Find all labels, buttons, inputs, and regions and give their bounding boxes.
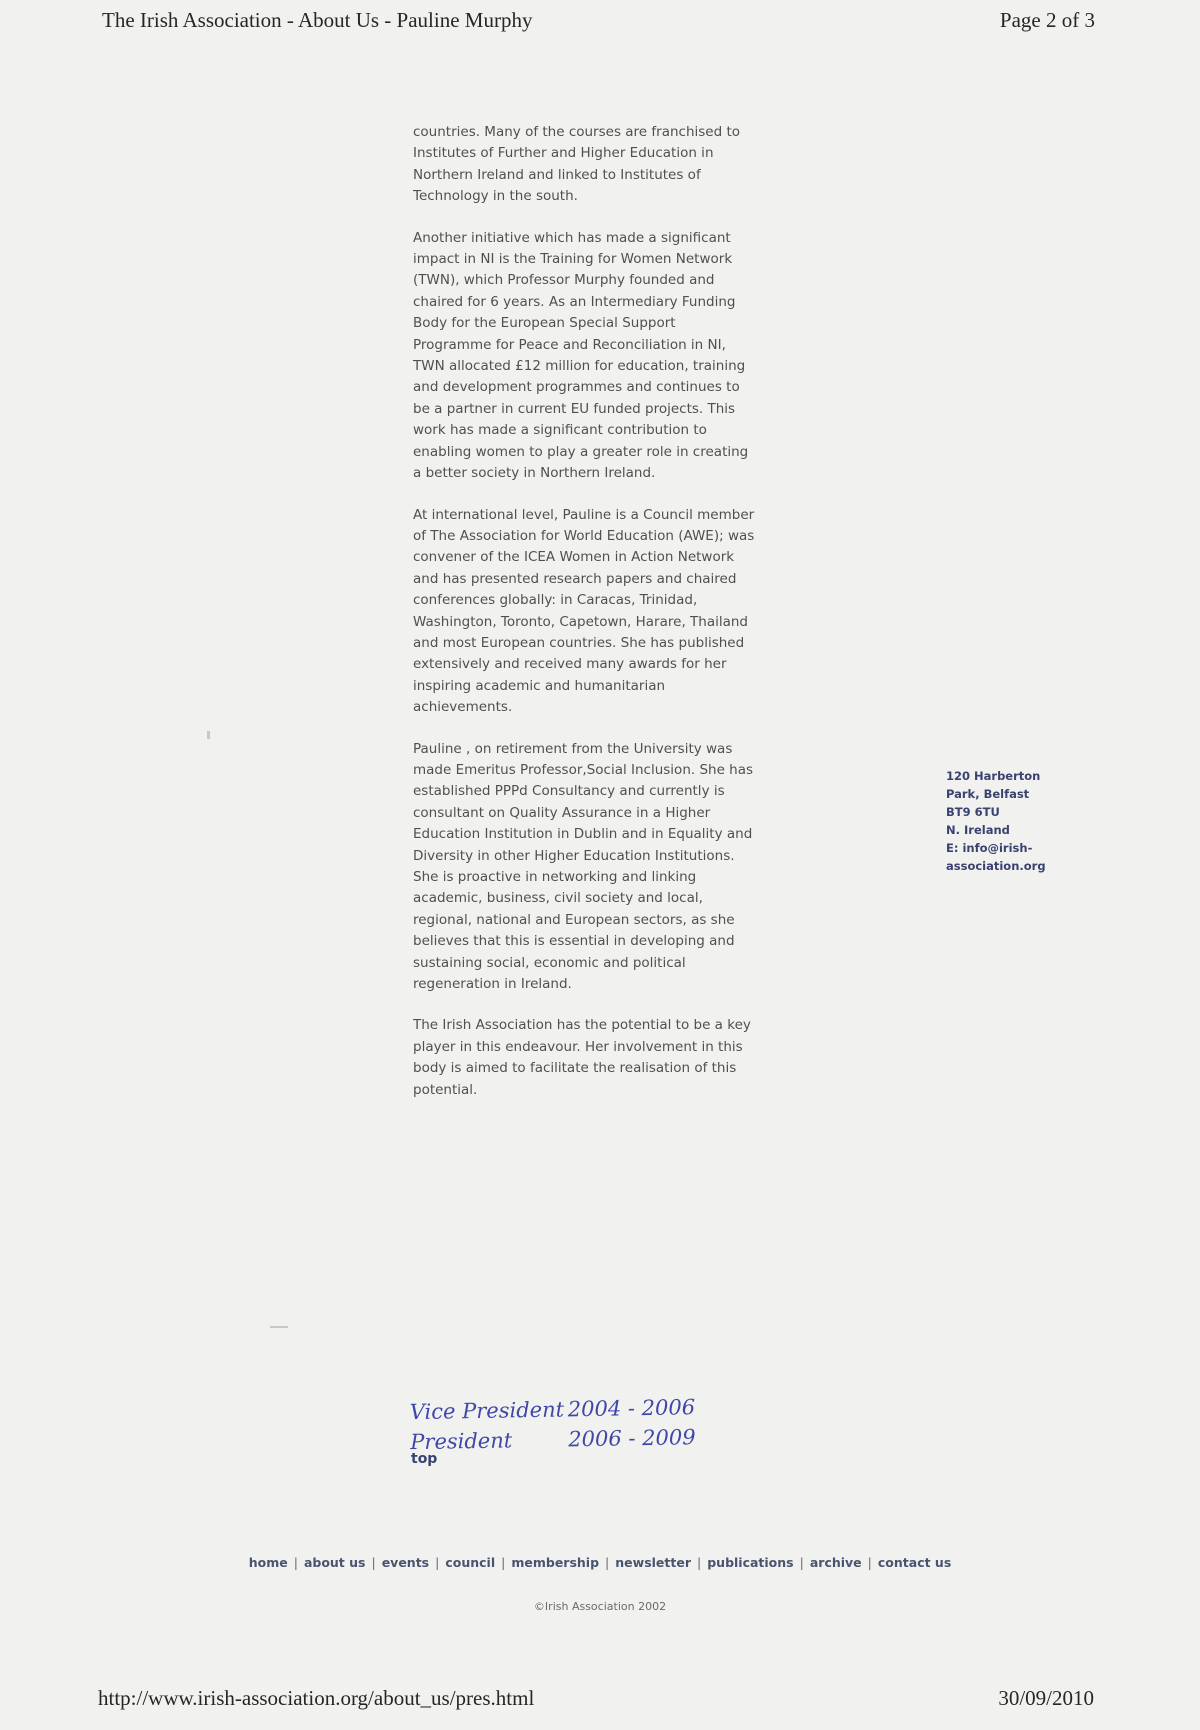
nav-link-home[interactable]: home	[248, 1555, 288, 1570]
back-to-top-link[interactable]: top	[411, 1451, 438, 1467]
article-body	[413, 122, 758, 1121]
address-line: N. Ireland	[946, 823, 1010, 837]
handwritten-role: President	[410, 1428, 513, 1455]
nav-separator: |	[371, 1555, 376, 1570]
handwritten-role: Vice President	[409, 1397, 565, 1425]
print-header	[0, 8, 1200, 38]
article-paragraph: countries. Many of the courses are franchised to Institutes of Further and Higher Education in Northern Ireland and linked to Institutes of Technology in the south.	[413, 124, 741, 205]
nav-separator: |	[867, 1555, 872, 1570]
nav-link-membership[interactable]: membership	[511, 1555, 600, 1570]
handwritten-years: 2006 - 2009	[568, 1425, 696, 1452]
address-line: BT9 6TU	[946, 805, 1000, 819]
nav-separator: |	[293, 1555, 298, 1570]
handwritten-annotation	[410, 1391, 771, 1457]
nav-separator: |	[697, 1555, 702, 1570]
print-header-page-number: Page 2 of 3	[999, 8, 1095, 32]
scan-speck	[207, 731, 210, 739]
copyright-notice: ©Irish Association 2002	[533, 1600, 667, 1613]
footer-nav	[0, 1555, 1200, 1570]
scan-speck	[270, 1326, 288, 1328]
nav-separator: |	[435, 1555, 440, 1570]
nav-link-newsletter[interactable]: newsletter	[615, 1555, 691, 1570]
address-email-line[interactable]: association.org	[946, 859, 1046, 873]
address-line: 120 Harberton	[946, 769, 1041, 783]
article-paragraph: At international level, Pauline is a Council member of The Association for World Education (AWE); was convener of the ICEA Women in Action Network and has presented research papers and chaired conferences globally: in Caracas, Trinidad, Washington, Toronto, Capetown, Harare, Thailand and most European countries. She has published extensively and received many awards for her inspiring academic and humanitarian achievements.	[413, 506, 755, 716]
nav-link-council[interactable]: council	[445, 1555, 496, 1570]
nav-link-publications[interactable]: publications	[707, 1555, 794, 1570]
nav-separator: |	[605, 1555, 610, 1570]
print-header-title: The Irish Association - About Us - Pauline Murphy	[102, 8, 533, 32]
nav-link-archive[interactable]: archive	[809, 1555, 862, 1570]
address-line: Park, Belfast	[946, 787, 1030, 801]
nav-separator: |	[501, 1555, 506, 1570]
print-footer-url: http://www.irish-association.org/about_us/pres.html	[98, 1686, 535, 1710]
article-paragraph: The Irish Association has the potential to be a key player in this endeavour. Her involvement in this body is aimed to facilitate the realisation of this potential.	[413, 1017, 751, 1098]
handwritten-line-president	[410, 1421, 770, 1457]
article-paragraph: Another initiative which has made a significant impact in NI is the Training for Women Network (TWN), which Professor Murphy founded and chaired for 6 years. As an Intermediary Funding Body for the European Special Support Programme for Peace and Reconciliation in NI, TWN allocated £12 million for education, training and development programmes and continues to be a partner in current EU funded projects. This work has made a significant contribution to enabling women to play a greater role in creating a better society in Northern Ireland.	[413, 229, 749, 482]
print-footer-date: 30/09/2010	[998, 1686, 1094, 1710]
nav-link-contact-us[interactable]: contact us	[877, 1555, 952, 1570]
handwritten-years: 2004 - 2006	[567, 1395, 696, 1422]
nav-link-events[interactable]: events	[381, 1555, 430, 1570]
article-paragraph: Pauline , on retirement from the University was made Emeritus Professor,Social Inclusion. She has established PPPd Consultancy and currently is consultant on Quality Assurance in a Higher Education Institution in Dublin and in Equality and Diversity in other Higher Education Institutions. She is proactive in networking and linking academic, business, civil society and local, regional, national and European sectors, as she believes that this is essential in developing and sustaining social, economic and political regeneration in Ireland.	[413, 740, 754, 993]
address-email-line[interactable]: E: info@irish-	[946, 841, 1033, 855]
print-footer	[0, 1686, 1200, 1714]
contact-address	[946, 767, 1076, 875]
nav-separator: |	[799, 1555, 804, 1570]
nav-link-about-us[interactable]: about us	[303, 1555, 366, 1570]
